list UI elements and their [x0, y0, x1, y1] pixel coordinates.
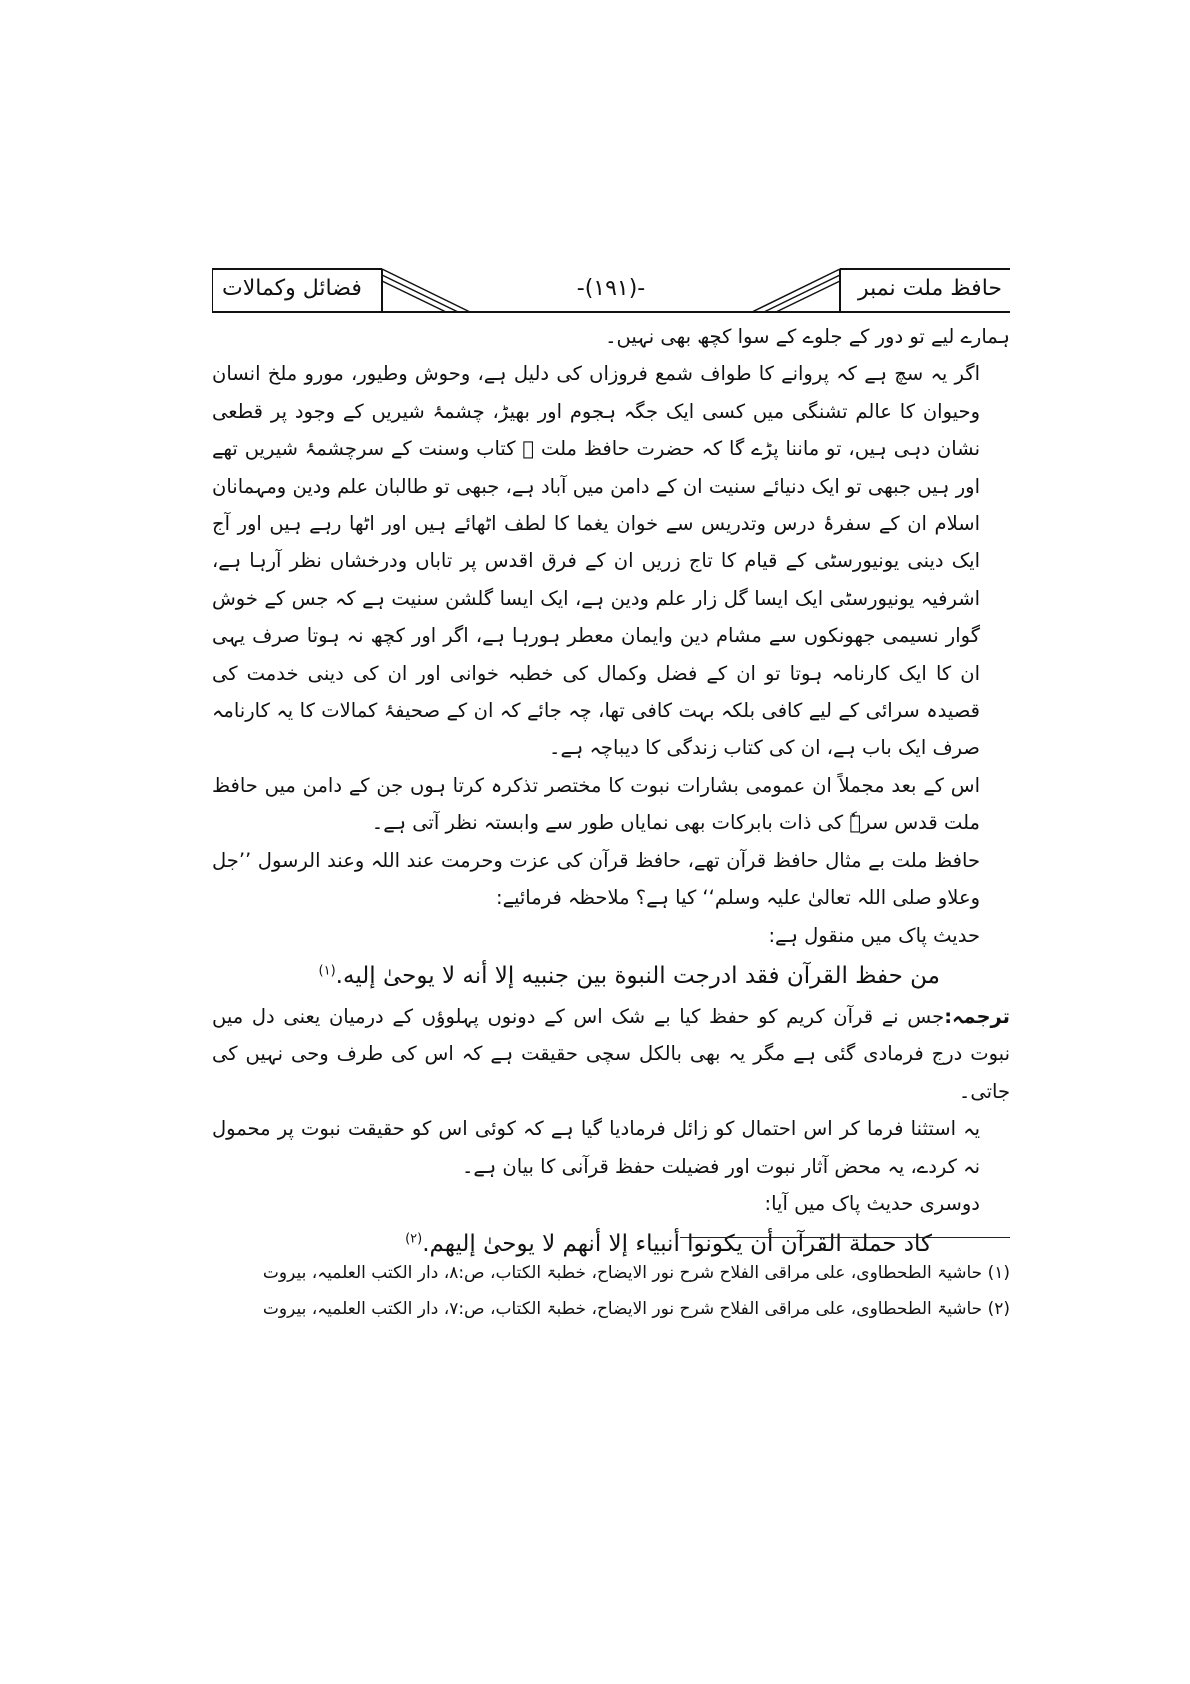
paragraph-5: حدیث پاک میں منقول ہے: — [768, 923, 980, 947]
translation-paragraph — [212, 998, 1010, 1110]
hadith-quote-1 — [212, 954, 1010, 998]
header-chapter-title: فضائل وکمالات — [222, 276, 362, 301]
hadith-2-text: كاد حملة القرآن أن يكونوا أنبياء إلا أنهم لا يوحىٰ إليهم. — [422, 1231, 932, 1258]
paragraph-2: اگر یہ سچ ہے کہ پروانے کا طواف شمع فروزاں کی دلیل ہے، وحوش وطیور، مورو ملخ انسان وحیوان کا عالم تشنگی میں کسی ایک جگہ ہجوم اور بھیڑ، چشمۂ شیریں کے وجود پر قطعی نشان دہی ہیں، تو ماننا پڑے گا کہ حضرت حافظ ملت ﷫ کتاب وسنت کے سرچشمۂ شیریں تھے اور ہیں جبھی تو ایک دنیائے سنیت ان کے دامن میں آباد ہے، جبھی تو طالبان علم ودین ومہمانان اسلام ان کے سفرۂ درس وتدریس سے خوان یغما کا لطف اٹھائے ہیں اور اٹھا رہے ہیں اور آج ایک دینی یونیورسٹی کے قیام کا تاج زریں ان کے فرق اقدس پر تاباں ودرخشاں نظر آرہا ہے، اشرفیہ یونیورسٹی ایک ایسا گل زار علم ودین ہے، ایک ایسا گلشن سنیت ہے کہ جس کے خوش گوار نسیمی جھونکوں سے مشام دین وایمان معطر ہورہا ہے، اگر اور کچھ نہ ہوتا صرف یہی ان کا ایک کارنامہ ہوتا تو ان کے فضل وکمال کی خطبہ خوانی اور ان کی دینی خدمت کی قصیدہ سرائی کے لیے کافی بلکہ بہت کافی تھا، چہ جائے کہ ان کے صحیفۂ کمالات کا یہ کارنامہ صرف ایک باب ہے، ان کی کتاب زندگی کا دیباچہ ہے۔ — [212, 362, 980, 760]
footnote-ref-2: (۲) — [405, 1231, 423, 1247]
paragraph-1: ہمارے لیے تو دور کے جلوے کے سوا کچھ بھی نہیں۔ — [605, 325, 1010, 348]
paragraph-7: دوسری حدیث پاک میں آیا: — [764, 1191, 980, 1215]
translation-label: ترجمہ: — [944, 1004, 1010, 1028]
footnote-divider — [680, 1237, 1010, 1238]
paragraph-6: یہ استثنا فرما کر اس احتمال کو زائل فرمادیا گیا ہے کہ کوئی اس کو حقیقت نبوت پر محمول نہ کردے، یہ محض آثار نبوت اور فضیلت حفظ قرآنی کا بیان ہے۔ — [212, 1117, 980, 1178]
page-number: -(۱۹۱)- — [576, 276, 646, 301]
footnotes — [212, 1255, 1010, 1327]
footnote-1: (۱) حاشیۃ الطحطاوی، علی مراقی الفلاح شرح نور الایضاح، خطبۃ الکتاب، ص:۸، دار الکتب العلمیہ، بیروت — [262, 1263, 1010, 1283]
footnote-ref-1: (۱) — [318, 963, 336, 979]
footnote-2: (۲) حاشیۃ الطحطاوی، علی مراقی الفلاح شرح نور الایضاح، خطبۃ الکتاب، ص:۷، دار الکتب العلمیہ، بیروت — [262, 1299, 1010, 1319]
paragraph-3: اس کے بعد مجملاً ان عمومی بشارات نبوت کا مختصر تذکرہ کرتا ہوں جن کے دامن میں حافظ ملت قدس سرہٗ کی ذات بابرکات بھی نمایاں طور سے وابستہ نظر آتی ہے۔ — [212, 773, 980, 835]
hadith-1-text: من حفظ القرآن فقد ادرجت النبوة بين جنبيه إلا أنه لا يوحىٰ إليه. — [335, 962, 940, 989]
header-book-title: حافظ ملت نمبر — [858, 276, 1002, 301]
main-text — [212, 318, 1010, 1266]
paragraph-4: حافظ ملت بے مثال حافظ قرآن تھے، حافظ قرآن کی عزت وحرمت عند اللہ وعند الرسول ’’جل وعلاو صلی اللہ تعالیٰ علیہ وسلم‘‘ کیا ہے؟ ملاحظہ فرمائیے: — [212, 848, 980, 910]
page-header — [212, 268, 1010, 316]
translation-text: جس نے قرآن کریم کو حفظ کیا بے شک اس کے دونوں پہلوؤں کے درمیان یعنی دل میں نبوت درج فرمادی گئی ہے مگر یہ بھی بالکل سچی حقیقت ہے کہ اس کی طرف وحی نہیں کی جاتی۔ — [212, 1004, 1010, 1103]
